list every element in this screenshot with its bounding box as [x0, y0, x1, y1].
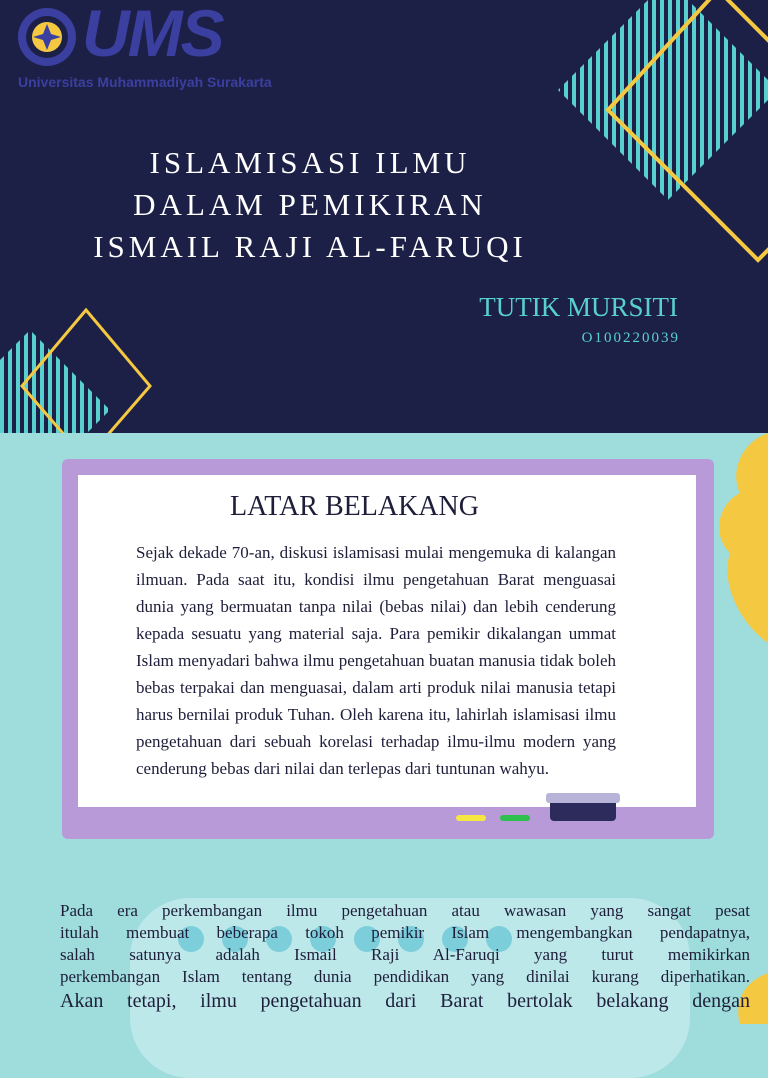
page-title [40, 142, 580, 268]
section-paragraph: Sejak dekade 70-an, diskusi islamisasi mulai mengemuka di kalangan ilmuan. Pada saat itu, kondisi ilmu pengetahuan Barat menguasai dunia yang bermuatan tanpa nilai (bebas nilai) dan lebih cenderung kepada sesuatu yang material saja. Para pemikir dikalangan ummat Islam menyadari bahwa ilmu pengetahuan buatan manusia tidak boleh bebas terpakai dan menguasai, dalam arti produk nilai manusia tetapi harus bernilai produk Tuhan. Oleh karena itu, lahirlah islamisasi ilmu pengetahuan dari sebuah korelasi terhadap ilmu-ilmu modern yang cenderung bebas dari nilai dan terlepas dari tuntunan wahyu. [136, 543, 616, 778]
chalkboard-card [62, 459, 714, 839]
striped-diamond-decoration-left [0, 300, 160, 433]
author-name: TUTIK MURSITI [479, 292, 678, 322]
university-logo [16, 0, 272, 98]
title-line-3: ISMAIL RAJI AL-FARUQI [93, 229, 527, 264]
university-seal-icon [16, 6, 78, 68]
body-paragraph [60, 900, 750, 1014]
chalk-green [500, 815, 530, 821]
student-id: O100220039 [581, 330, 680, 346]
body-line-1: Pada era perkembangan ilmu pengetahuan atau wawasan yang sangat pesat [60, 901, 750, 920]
title-slide [0, 0, 768, 433]
chalk-yellow [456, 815, 486, 821]
body-line-4: perkembangan Islam tentang dunia pendidikan yang dinilai kurang diperhatikan. [60, 967, 750, 986]
body-line-2: itulah membuat beberapa tokoh pemikir Islam mengembangkan pendapatnya, [60, 923, 750, 942]
logo-subtitle: Universitas Muhammadiyah Surakarta [18, 74, 272, 90]
logo-wordmark: UMS [82, 0, 223, 70]
title-line-2: DALAM PEMIKIRAN [133, 187, 487, 222]
section-title: LATAR BELAKANG [230, 491, 479, 522]
striped-diamond-decoration-top [548, 0, 768, 280]
body-line-5: Akan tetapi, ilmu pengetahuan dari Barat bertolak belakang dengan [60, 990, 750, 1012]
title-line-1: ISLAMISASI ILMU [149, 145, 471, 180]
body-line-3: salah satunya adalah Ismail Raji Al-Faruqi yang turut memikirkan [60, 945, 750, 964]
eraser-icon [550, 799, 616, 821]
